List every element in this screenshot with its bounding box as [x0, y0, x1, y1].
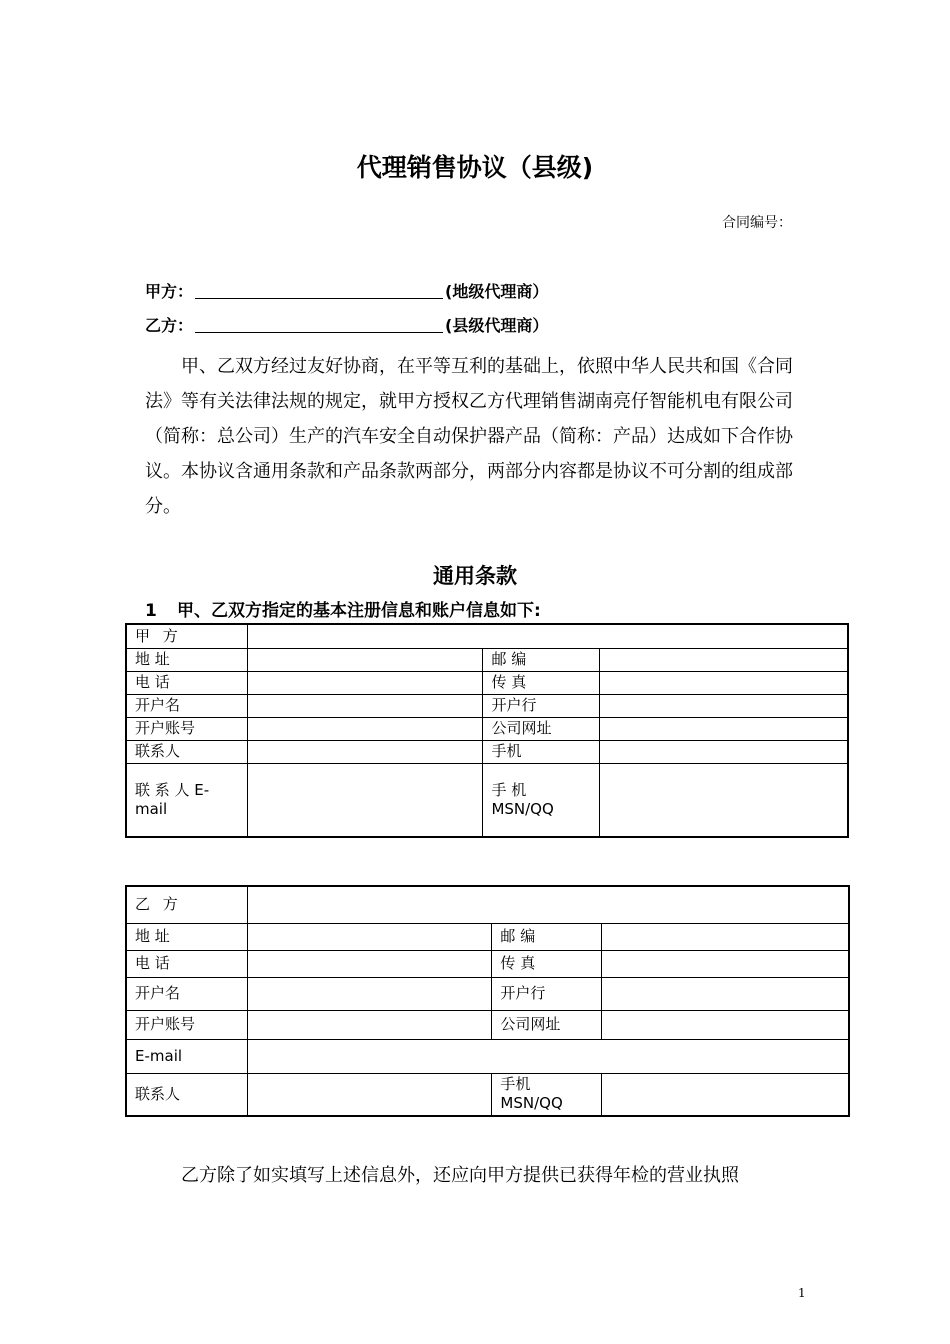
party-a-header: 甲 方 — [126, 624, 248, 648]
party-b-header: 乙 方 — [126, 886, 248, 923]
bank-cell[interactable] — [600, 694, 848, 717]
contact-cell[interactable] — [248, 1073, 492, 1116]
contact-email-label: 联 系 人 E-mail — [126, 763, 248, 837]
phone-cell[interactable] — [248, 950, 492, 977]
address-cell[interactable] — [248, 648, 483, 671]
table-row — [126, 624, 848, 648]
intro-paragraph: 甲、乙双方经过友好协商，在平等互利的基础上，依照中华人民共和国《合同法》等有关法律法规的规定，就甲方授权乙方代理销售湖南亮仔智能机电有限公司（简称：总公司）生产的汽车安全自动保护器产品（简称：产品）达成如下合作协议。本协议含通用条款和产品条款两部分，两部分内容都是协议不可分割的组成部分。 — [145, 356, 793, 517]
account-number-label: 开户账号 — [126, 717, 248, 740]
bank-label: 开户行 — [492, 977, 602, 1010]
account-number-cell[interactable] — [248, 717, 483, 740]
bank-label: 开户行 — [483, 694, 600, 717]
party-b-line — [145, 313, 548, 336]
address-label: 地 址 — [126, 923, 248, 950]
postcode-cell[interactable] — [602, 923, 849, 950]
contact-cell[interactable] — [248, 740, 483, 763]
document-title: 代理销售协议（县级) — [356, 153, 594, 182]
postcode-cell[interactable] — [600, 648, 848, 671]
account-name-cell[interactable] — [248, 694, 483, 717]
account-name-label: 开户名 — [126, 694, 248, 717]
table-row — [126, 923, 849, 950]
account-number-label: 开户账号 — [126, 1010, 248, 1039]
party-a-name-cell[interactable] — [248, 624, 848, 648]
table-row — [126, 648, 848, 671]
table-row — [126, 977, 849, 1010]
contact-label: 联系人 — [126, 740, 248, 763]
contact-email-cell[interactable] — [248, 763, 483, 837]
clause-text: 甲、乙双方指定的基本注册信息和账户信息如下: — [177, 601, 541, 621]
postcode-label: 邮 编 — [483, 648, 600, 671]
table-row — [126, 671, 848, 694]
section-title: 通用条款 — [433, 564, 517, 588]
table-row — [126, 717, 848, 740]
phone-cell[interactable] — [248, 671, 483, 694]
email-cell[interactable] — [248, 1039, 849, 1073]
clause-heading — [145, 596, 541, 621]
bank-cell[interactable] — [602, 977, 849, 1010]
fax-cell[interactable] — [600, 671, 848, 694]
party-b-label: 乙方： — [145, 316, 194, 335]
clause-number: 1 — [145, 601, 157, 621]
party-b-role: (县级代理商） — [445, 316, 549, 335]
party-a-line — [145, 279, 548, 302]
website-cell[interactable] — [600, 717, 848, 740]
table-row — [126, 886, 849, 923]
account-name-cell[interactable] — [248, 977, 492, 1010]
mobile-msn-qq-label: 手机 MSN/QQ — [492, 1073, 602, 1116]
mobile-msn-qq-cell[interactable] — [602, 1073, 849, 1116]
party-b-name-cell[interactable] — [248, 886, 849, 923]
account-name-label: 开户名 — [126, 977, 248, 1010]
fax-label: 传 真 — [492, 950, 602, 977]
phone-label: 电 话 — [126, 671, 248, 694]
address-cell[interactable] — [248, 923, 492, 950]
fax-cell[interactable] — [602, 950, 849, 977]
page-number: 1 — [798, 1286, 806, 1300]
party-a-table — [125, 623, 849, 838]
table-row — [126, 1073, 849, 1116]
party-b-table — [125, 885, 850, 1117]
party-b-blank[interactable] — [195, 318, 443, 333]
mobile-msn-qq-cell[interactable] — [600, 763, 848, 837]
party-a-label: 甲方： — [145, 282, 194, 301]
party-a-blank[interactable] — [195, 284, 443, 299]
email-label: E-mail — [126, 1039, 248, 1073]
website-label: 公司网址 — [483, 717, 600, 740]
account-number-cell[interactable] — [248, 1010, 492, 1039]
contact-label: 联系人 — [126, 1073, 248, 1116]
website-label: 公司网址 — [492, 1010, 602, 1039]
website-cell[interactable] — [602, 1010, 849, 1039]
table-row — [126, 1010, 849, 1039]
address-label: 地 址 — [126, 648, 248, 671]
table-row — [126, 694, 848, 717]
closing-paragraph: 乙方除了如实填写上述信息外，还应向甲方提供已获得年检的营业执照 — [181, 1165, 739, 1186]
table-row — [126, 1039, 849, 1073]
fax-label: 传 真 — [483, 671, 600, 694]
mobile-label: 手机 — [483, 740, 600, 763]
mobile-cell[interactable] — [600, 740, 848, 763]
postcode-label: 邮 编 — [492, 923, 602, 950]
contract-number-label: 合同编号： — [722, 215, 792, 231]
party-a-role: (地级代理商） — [445, 282, 549, 301]
table-row — [126, 950, 849, 977]
mobile-msn-qq-label: 手 机 MSN/QQ — [483, 763, 600, 837]
phone-label: 电 话 — [126, 950, 248, 977]
table-row — [126, 763, 848, 837]
table-row — [126, 740, 848, 763]
